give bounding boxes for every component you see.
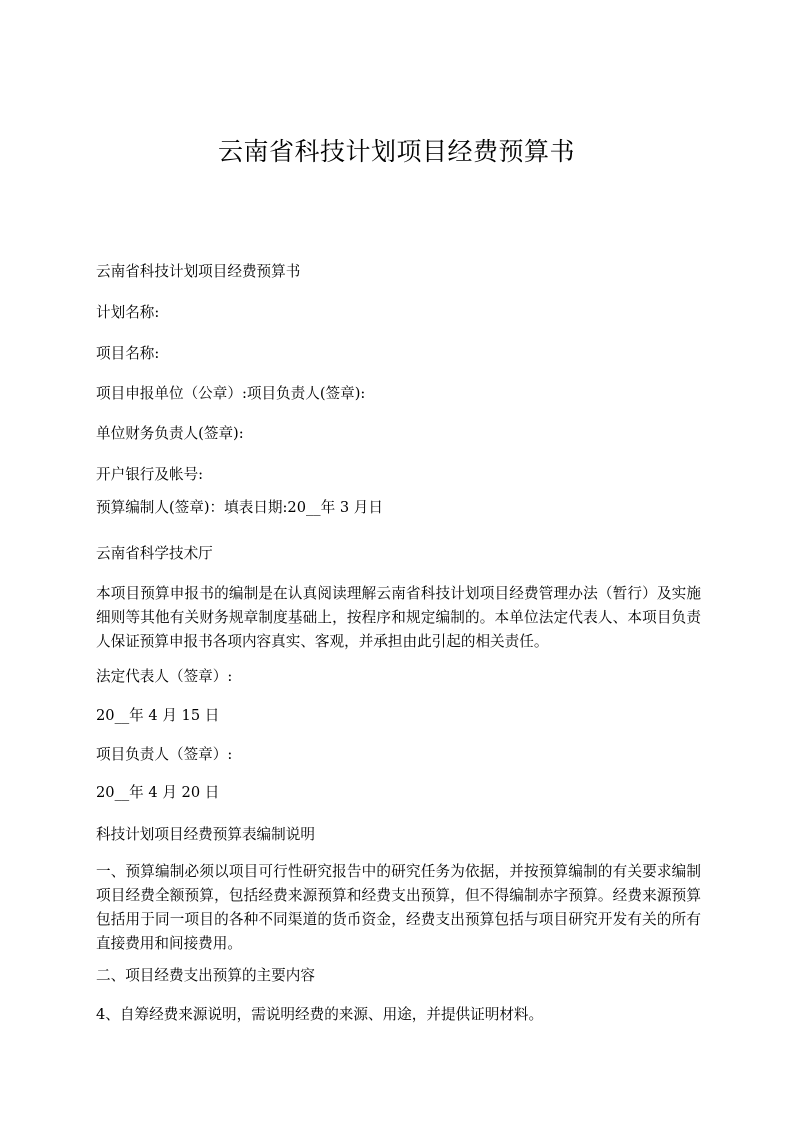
document-title: 云南省科技计划项目经费预算书 xyxy=(217,137,575,166)
bank-account-field: 开户银行及帐号: xyxy=(96,466,204,483)
project-name-field: 项目名称: xyxy=(96,345,160,362)
section-heading-instructions: 科技计划项目经费预算表编制说明 xyxy=(96,826,315,843)
instruction-paragraph-1: 一、预算编制必须以项目可行性研究报告中的研究任务为依据，并按预算编制的有关要求编制项目经费全额预算，包括经费来源预算和经费支出预算，但不得编制赤字预算。经费来源预算包括用于同一项目的各种不同渠道的货币资金，经费支出预算包括与项目研究开发有关的所有直接费用和间接费用。 xyxy=(96,863,701,952)
budget-preparer-field: 预算编制人(签章)：填表日期:20__年 3 月日 xyxy=(96,499,383,516)
legal-rep-date: 20__年 4 月 15 日 xyxy=(96,707,220,724)
subtitle: 云南省科技计划项目经费预算书 xyxy=(96,263,301,280)
instruction-paragraph-4: 4、自筹经费来源说明，需说明经费的来源、用途，并提供证明材料。 xyxy=(96,1006,544,1023)
project-lead-date: 20__年 4 月 20 日 xyxy=(96,784,220,801)
instruction-paragraph-2: 二、项目经费支出预算的主要内容 xyxy=(96,967,315,984)
finance-head-field: 单位财务负责人(签章): xyxy=(96,425,244,442)
declaration-paragraph: 本项目预算申报书的编制是在认真阅读理解云南省科技计划项目经费管理办法（暂行）及实施细则等其他有关财务规章制度基础上，按程序和规定编制的。本单位法定代表人、本项目负责人保证预算申报书各项内容真实、客观，并承担由此引起的相关责任。 xyxy=(96,585,701,650)
department-name: 云南省科学技术厅 xyxy=(96,545,213,562)
legal-rep-signature: 法定代表人（签章）: xyxy=(96,668,233,685)
project-lead-signature: 项目负责人（签章）: xyxy=(96,746,233,763)
applicant-unit-field: 项目申报单位（公章）:项目负责人(签章): xyxy=(96,385,366,402)
plan-name-field: 计划名称: xyxy=(96,304,160,321)
